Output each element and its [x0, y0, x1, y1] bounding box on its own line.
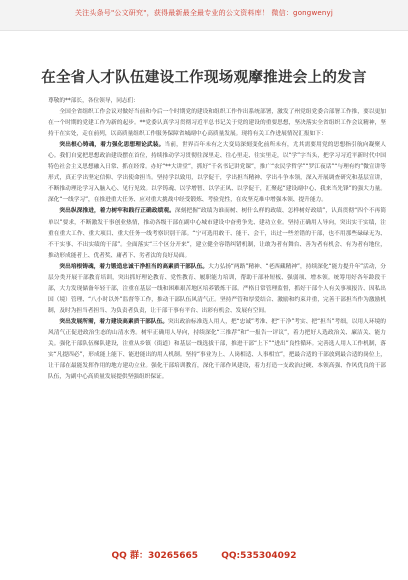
section-heading: 突出根心铸魂，着力强化思想理论武装。 — [59, 142, 165, 149]
section-heading: 突出发展所需，着力建设高素质干部队伍。 — [59, 318, 169, 325]
paragraph-text: 大力弘扬“两路”精神、“老西藏精神”，持续深化“能力提升年”活动，分层分类开展干部教育培训，突出抓好理论教育、党性教育、履职能力培训，帮助干部补短板、强弱项、增本领。统筹用好各年龄段干部，大力发现储备年轻干部，注重在基层一线和困难艰苦地区培养锻炼干部。严格日常管理监督，抓好干部个人有关事项报告、因私出国（境）管理、“八小时以外”监督等工作，推动干部队伍风清气正。坚持严管和厚爱结合、激励和约束并重，完善干部担当作为激励机制，及时为担当者担当、为负责者负责，让干部干事有平台、出彩有机会、发展有空间。 — [48, 263, 386, 314]
paragraph-text: 当前，世界百年未有之大变局深刻变化前所未有，尤其需要用党的思想指引航向凝聚人心。我们自觉把思想政治建设摆在首位，持续推动学习贯彻往深里走、往心里走、往实里走，以“学”字当头，把学习习近平新时代中国特色社会主义思想融入日常、抓在经常。办好“**大讲堂”，抓好“千名书记讲党课”，推广“农民学哲学”“罗江夜话”“与理有约”微宣讲等形式，真正学出坚定信仰、学出使命担当。坚持学以致用，以学促干，学出担当精神、学出斗争本领，深入开展调查研究和基层宣讲，不断推动理论学习入脑入心、见行见效。以学铸魂、以学增智、以学正风、以学促干，汇聚起“建设副中心、我来当先锋”的强大力量。深化“一线学习”，在推进重大任务、应对重大挑战中经受锻炼、考验党性，在攻坚克难中增强本领、提升能力。 — [48, 142, 387, 204]
document-title: 在全省人才队伍建设工作现场观摩推进会上的发言 — [41, 70, 367, 86]
top-banner — [0, 0, 408, 31]
paragraph-section-1 — [48, 140, 386, 206]
banner-text: 关注头条号"公文研究"，获得最新最全最专业的公文资料库！ 微信：gongwenyj — [74, 9, 334, 17]
salutation: 尊敬的**部长，各位领导，同志们： — [48, 98, 139, 104]
paragraph-section-3 — [48, 262, 386, 317]
section-heading: 突出培根铸魂，着力锻造忠诚干净担当的高素质干部队伍。 — [59, 263, 209, 270]
document-body — [48, 96, 386, 383]
paragraph-text: 全国全省组织工作会议对做好当前和今后一个时期党的建设和组织工作作出系统部署，激发了州党组党委合部署工作推，要以更加在一个时期的党建工作为新的起步。**党委认真学习贯彻习近平总书记关于党的建设的重要思想，坚决落实全省组织工作会议精神，坚持干在实处，走在前列，以高质量组织工作服务保障省城副中心高质量发展。现将有关工作进展情况汇报如下： — [48, 109, 386, 138]
paragraph-section-4 — [48, 317, 386, 383]
footer-qq-group: QQ 群：30265665 — [111, 551, 199, 561]
paragraph-text: 突出政治标准选人用人，把“忠诚”考准、把“干净”考实、把“担当”考细，以用人环境的风清气正促进政治生态的山清水秀。树牢正确用人导向，持续深化“三推荐”和“一报告一评议”，着力把好人选政治关、廉洁关、能力关。强化干部队伍梯队建设，注重从乡镇（街道）和基层一线选拔干部，推进干部“上下”“进出”良性循环。完善选人用人工作机制，落实“凡提四必”，形成能上能下、能进能出的用人机制。坚持“事业为上、人岗相适、人事相宜”，把最合适的干部放到最合适的岗位上，让干部在最能发挥作用的地方建功立业。强化干部培训教育，深化干部作风建设，着力打造一支政治过硬、本领高强、作风优良的干部队伍，为副中心高质量发展提供坚强组织保证。 — [48, 318, 386, 381]
paragraph-intro — [48, 107, 386, 140]
paragraph-text: 深刻把握“政绩为谁而树、树什么样的政绩、怎样树好政绩”，认真贯彻“四个不再简单以”要求，不断激发干事创业热情，推动各级干部在副中心城市建设中奋勇争先、建功立业。坚持正确用人导向，突出实干实绩，注重在重大工作、重大项目、重大任务一线考察识别干部。“宁可选用敢干、能干、会干，出过一些差错的干部，也不用那些碌碌无为、不干实事、不出实绩的干部”。全面落实“三个区分开来”，建立健全容错纠错机制，让敢为者有舞台、善为者有机会、有为者有地位，推动形成能者上、优者奖、庸者下、劣者汰的良好局面。 — [48, 208, 387, 259]
paragraph-section-2 — [48, 206, 386, 261]
footer-contact — [0, 548, 408, 561]
footer-qq: QQ:535304092 — [221, 551, 297, 561]
section-heading: 突出纵深推进，着力树牢和践行正确政绩观。 — [59, 208, 175, 215]
